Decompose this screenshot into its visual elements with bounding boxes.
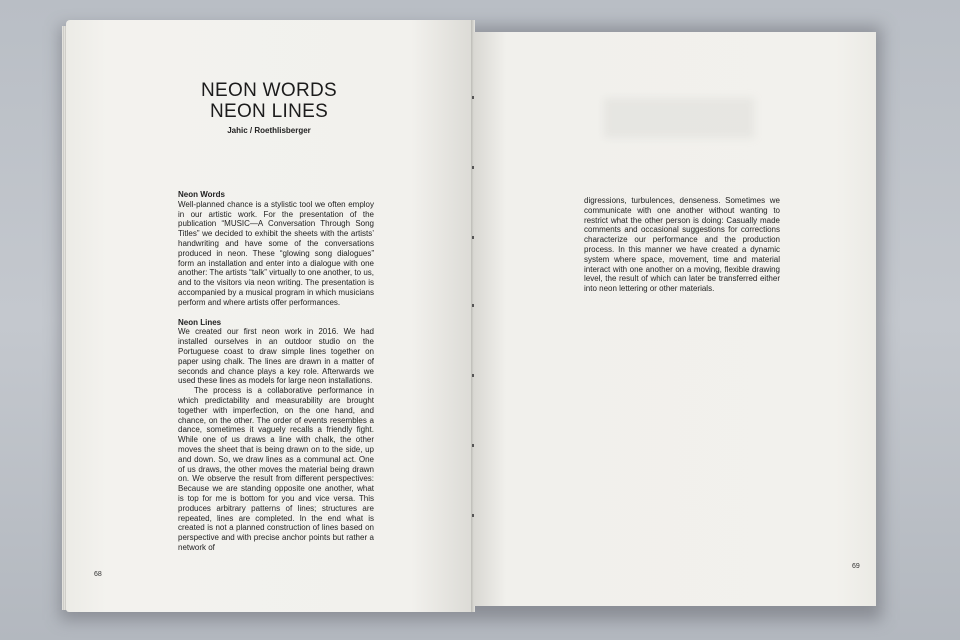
page-number-right: 69 <box>852 563 860 570</box>
section-text-neon-words: Well-planned chance is a stylistic tool we often employ in our artistic work. For the presentation of the publication “MUSIC—A Conversation Through Song Titles” we decided to exhibit the sheets with the artists’ handwriting and have some of the conversations produced in neon. These “glowing song dialogues” form an installation and enter into a dialogue with one another: The artists “talk” virtually to one another, to us, and to the visitors via neon writing. The presentation is accompanied by a musical program in which musicians perform and where artists offer performances. <box>178 199 374 307</box>
section-heading-neon-words: Neon Words <box>178 190 225 199</box>
title-line-1: NEON WORDS <box>201 80 337 101</box>
right-page <box>474 32 876 606</box>
authors: Jahic / Roethlisberger <box>227 126 311 135</box>
show-through-shadow <box>604 98 754 138</box>
body-column-right <box>584 196 780 294</box>
continued-text: digressions, turbulences, denseness. Sometimes we communicate with one another without wanting to restrict what the other person is doing: Casually made comments and occasional suggestions for corrections characterize our performance and the production process. In this manner we have created a dynamic system where space, movement, time and material interact with one another on a moving, flexible drawing level, the result of which can later be transferred either into neon lettering or other materials. <box>584 196 780 294</box>
section-text-neon-lines-1: We created our first neon work in 2016. We had installed ourselves in an outdoor studio on the Portuguese coast to draw simple lines together on paper using chalk. The lines are drawn in a matter of seconds and chance plays a key role. Afterwards we used these lines as models for large neon installations. <box>178 327 374 386</box>
title-line-2: NEON LINES <box>209 101 329 122</box>
section-heading-neon-lines: Neon Lines <box>178 317 222 327</box>
body-column-left <box>178 190 374 553</box>
left-page <box>66 20 472 612</box>
section-text-neon-lines-2: The process is a collaborative performance in which predictability and measurability are brought together with imperfection, on the one hand, and chance, on the other. The order of events resembles a dance, sometimes it vaguely recalls a friendly fight. While one of us draws a line with chalk, the other moves the sheet that is being drawn on to the side, up and down. So, we draw lines as a communal act. One of us draws, the other moves the material being drawn on. We observe the result from different perspectives: Because we are standing opposite one another, what is top for me is bottom for you and vice versa. This produces arbitrary patterns of lines; structures are repeated, lines are completed. In the end what is created is not a planned construction of lines based on perspective and with precise anchor points but rather a network of <box>178 386 374 552</box>
page-number-left: 68 <box>94 571 102 578</box>
